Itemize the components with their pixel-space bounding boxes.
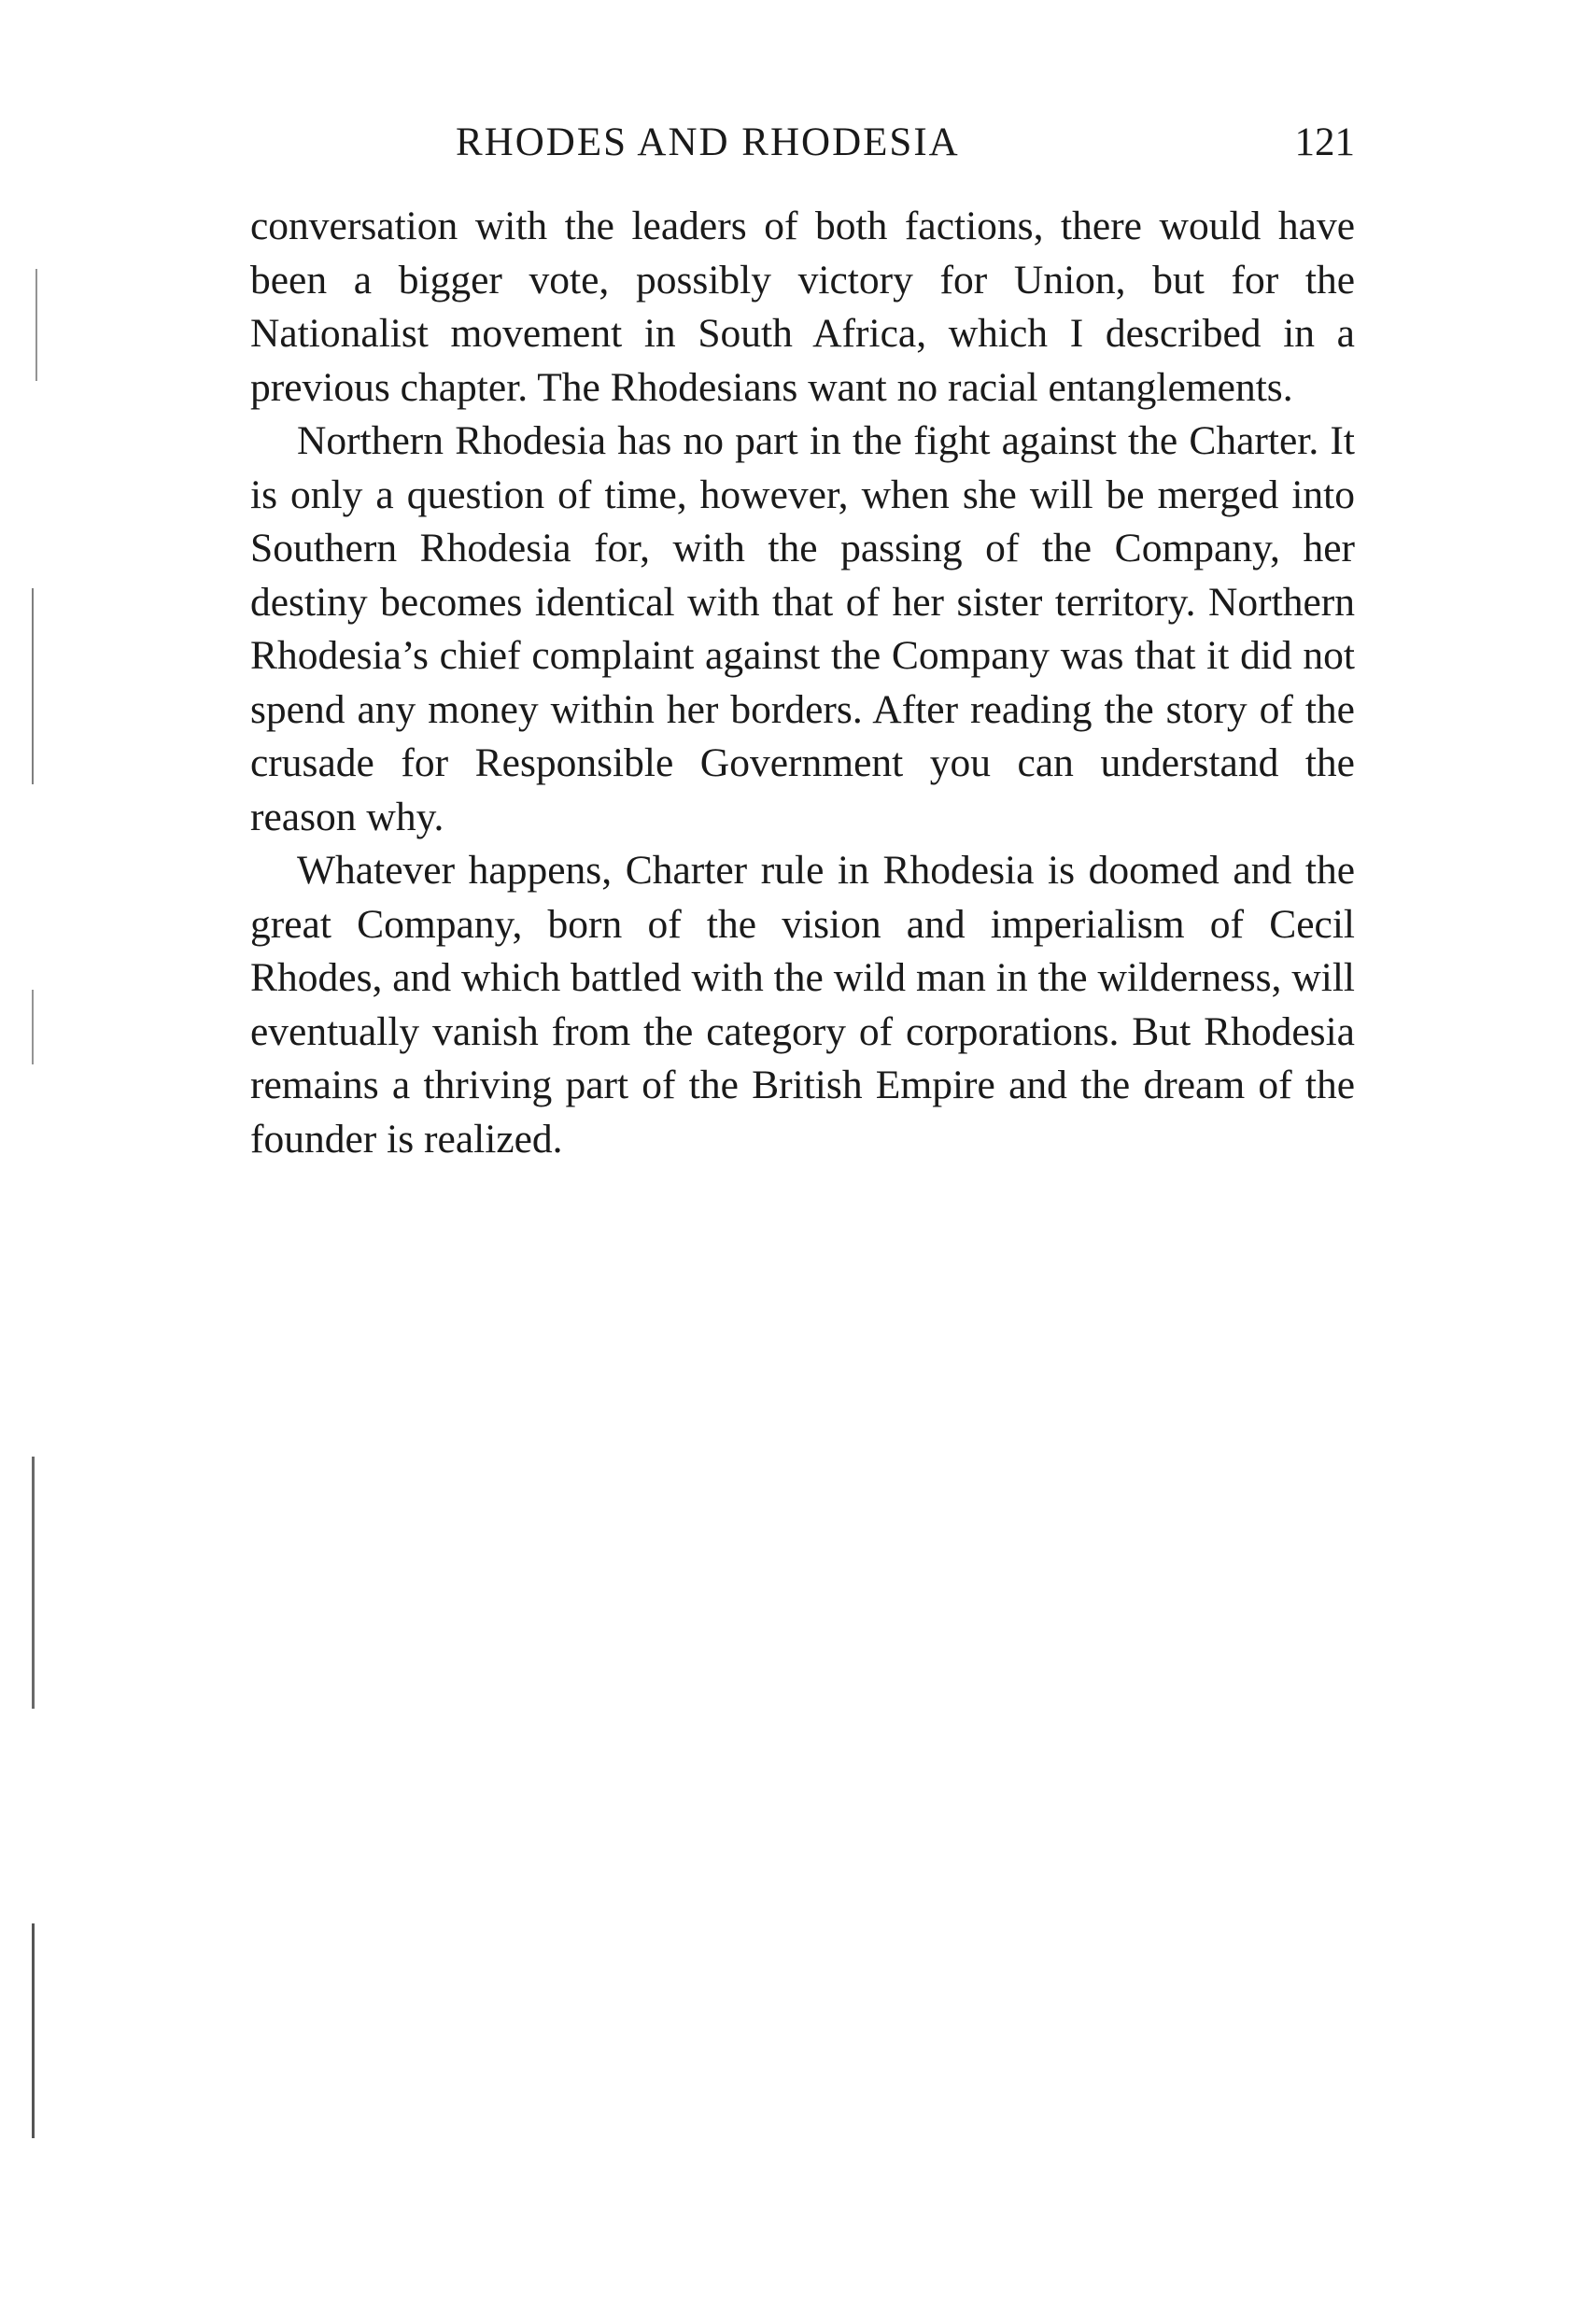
- page-number: 121: [1294, 120, 1355, 164]
- running-title: RHODES AND RHODESIA: [456, 120, 960, 164]
- scan-edge-mark: [32, 588, 34, 784]
- scan-edge-mark: [32, 1923, 35, 2138]
- body-text: [250, 200, 1355, 1166]
- paragraph-2: Northern Rhodesia has no part in the fight against the Charter. It is only a question of time, however, when she will be merged into Southern Rhodesia for, with the passing of the Company, her destiny becomes identical with that of her sister territory. Northern Rhodesia’s chief complaint against the Company was that it did not spend any money within her borders. After reading the story of the crusade for Responsible Government you can understand the reason why.: [250, 418, 1355, 839]
- scan-edge-mark: [32, 1457, 35, 1709]
- page-header: [250, 120, 1355, 176]
- paragraph-1: conversation with the leaders of both factions, there would have been a bigger vote, possibly victory for Union, but for the Nationalist movement in South Africa, which I described in a previous chapter. The Rhodesians want no racial entanglements.: [250, 204, 1355, 410]
- scan-edge-mark: [32, 990, 34, 1064]
- paragraph-3: Whatever happens, Charter rule in Rhodesia is doomed and the great Company, born of the vision and imperialism of Cecil Rhodes, and which battled with the wild man in the wilderness, will eventually vanish from the category of corporations. But Rhodesia remains a thriving part of the British Empire and the dream of the founder is realized.: [250, 848, 1355, 1162]
- scan-edge-mark: [35, 269, 37, 381]
